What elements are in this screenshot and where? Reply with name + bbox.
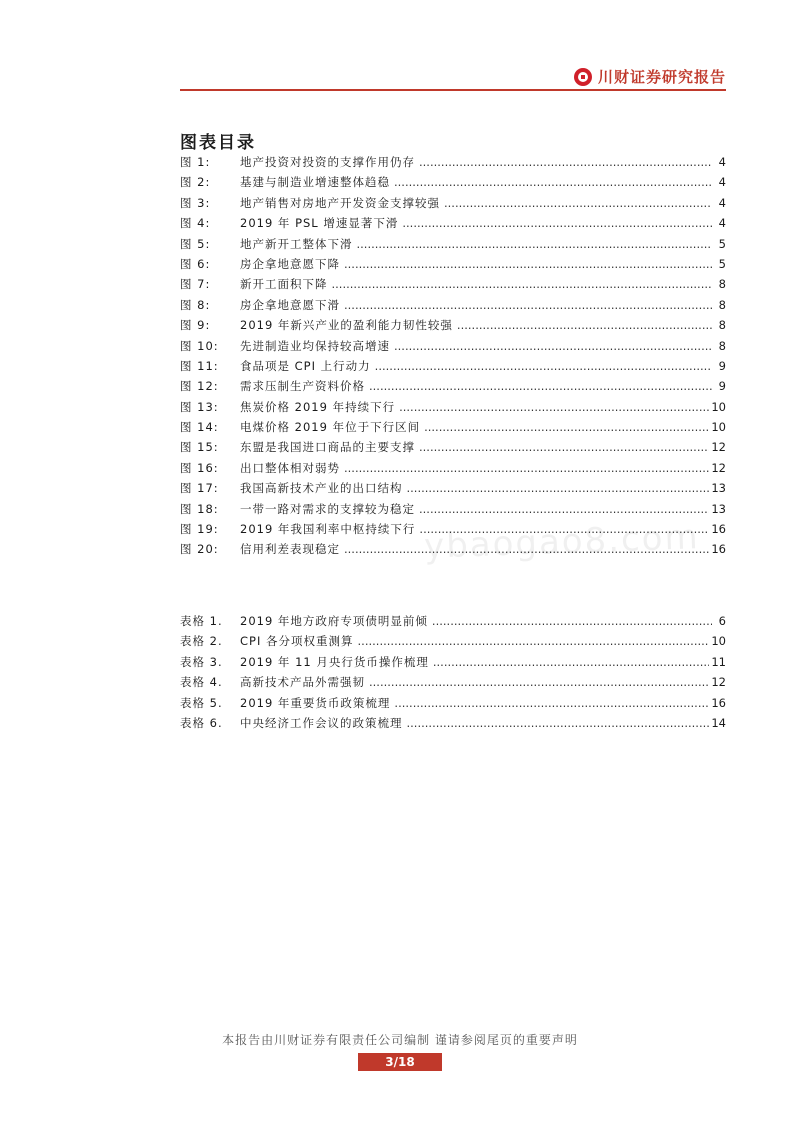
table-entry[interactable] [180, 693, 726, 713]
entry-number: 图 17: [180, 481, 219, 496]
table-entry[interactable] [180, 611, 726, 631]
entry-title: 房企拿地意愿下降 [240, 256, 340, 271]
figure-entry[interactable] [180, 356, 726, 376]
entry-number: 图 5: [180, 236, 211, 251]
entry-number: 图 9: [180, 318, 211, 333]
dot-leader [433, 652, 709, 672]
entry-title: 新开工面积下降 [240, 277, 328, 292]
dot-leader [369, 672, 709, 692]
entry-title: 先进制造业均保持较高增速 [240, 338, 390, 353]
header-divider [180, 89, 726, 91]
entry-page: 16 [711, 522, 726, 537]
figure-entry[interactable] [180, 376, 726, 396]
table-entry[interactable] [180, 672, 726, 692]
entry-number: 图 16: [180, 460, 219, 475]
figure-entry[interactable] [180, 234, 726, 254]
figure-entry[interactable] [180, 172, 726, 192]
entry-page: 8 [718, 318, 726, 333]
table-entry[interactable] [180, 652, 726, 672]
dot-leader [332, 274, 713, 294]
dot-leader [407, 478, 710, 498]
entry-page: 4 [718, 216, 726, 231]
dot-leader [399, 397, 709, 417]
entry-title: 地产新开工整体下滑 [240, 236, 353, 251]
entry-number: 图 15: [180, 440, 219, 455]
brand [574, 66, 726, 87]
figure-entry[interactable] [180, 397, 726, 417]
entry-page: 12 [711, 675, 726, 690]
entry-number: 图 10: [180, 338, 219, 353]
entry-page: 10 [711, 634, 726, 649]
entry-page: 9 [718, 358, 726, 373]
table-entry[interactable] [180, 713, 726, 733]
figure-entry[interactable] [180, 193, 726, 213]
table-list [180, 611, 726, 733]
watermark: ybaogao8.com [423, 517, 701, 567]
entry-title: 房企拿地意愿下滑 [240, 297, 340, 312]
entry-title: 2019 年重要货币政策梳理 [240, 695, 391, 710]
figure-entry[interactable] [180, 437, 726, 457]
entry-number: 图 1: [180, 155, 211, 169]
entry-page: 4 [718, 195, 726, 210]
dot-leader [394, 172, 712, 192]
entry-title: CPI 各分项权重测算 [240, 634, 354, 649]
dot-leader [344, 254, 712, 274]
entry-title: 高新技术产品外需强韧 [240, 675, 365, 690]
entry-title: 东盟是我国进口商品的主要支撑 [240, 440, 415, 455]
dot-leader [419, 499, 709, 519]
entry-number: 表格 4. [180, 675, 223, 690]
entry-title: 基建与制造业增速整体趋稳 [240, 175, 390, 190]
entry-number: 图 8: [180, 297, 211, 312]
entry-title: 地产销售对房地产开发资金支撑较强 [240, 195, 440, 210]
entry-number: 图 14: [180, 420, 219, 435]
dot-leader [419, 152, 712, 172]
entry-page: 10 [711, 399, 726, 414]
figure-entry[interactable] [180, 254, 726, 274]
entry-page: 5 [718, 236, 726, 251]
entry-title: 2019 年我国利率中枢持续下行 [240, 522, 416, 537]
entry-page: 8 [718, 338, 726, 353]
entry-number: 图 12: [180, 379, 219, 394]
entry-page: 16 [711, 542, 726, 557]
entry-page: 16 [711, 695, 726, 710]
page-number: 3/18 [358, 1053, 442, 1071]
entry-page: 5 [718, 256, 726, 271]
entry-title: 2019 年新兴产业的盈利能力韧性较强 [240, 318, 453, 333]
entry-page: 12 [711, 440, 726, 455]
dot-leader [432, 611, 712, 631]
entry-title: 2019 年 11 月央行货币操作梳理 [240, 654, 429, 669]
figure-entry[interactable] [180, 417, 726, 437]
entry-number: 图 19: [180, 522, 219, 537]
page-header [180, 64, 726, 90]
entry-title: 焦炭价格 2019 年持续下行 [240, 399, 396, 414]
entry-page: 11 [711, 654, 726, 669]
dot-leader [444, 193, 712, 213]
dot-leader [394, 693, 709, 713]
entry-page: 14 [711, 715, 726, 730]
dot-leader [394, 336, 712, 356]
entry-title: 2019 年地方政府专项债明显前倾 [240, 614, 428, 628]
entry-page: 4 [718, 175, 726, 190]
entry-number: 表格 2. [180, 634, 223, 649]
brand-logo-icon [574, 68, 592, 86]
entry-number: 图 20: [180, 542, 219, 557]
entry-page: 10 [711, 420, 726, 435]
entry-page: 6 [718, 614, 726, 628]
entry-number: 表格 3. [180, 654, 223, 669]
entry-number: 图 11: [180, 358, 219, 373]
entry-title: 一带一路对需求的支撑较为稳定 [240, 501, 415, 516]
entry-title: 食品项是 CPI 上行动力 [240, 358, 371, 373]
dot-leader [344, 458, 709, 478]
figure-entry[interactable] [180, 274, 726, 294]
entry-title: 需求压制生产资料价格 [240, 379, 365, 394]
entry-number: 图 18: [180, 501, 219, 516]
footer-note: 本报告由川财证券有限责任公司编制 谨请参阅尾页的重要声明 [222, 1033, 578, 1047]
brand-name: 川财证券研究报告 [597, 68, 726, 86]
dot-leader [357, 234, 713, 254]
figure-entry[interactable] [180, 478, 726, 498]
entry-page: 4 [718, 155, 726, 169]
entry-page: 8 [718, 297, 726, 312]
entry-page: 12 [711, 460, 726, 475]
entry-title: 2019 年 PSL 增速显著下滑 [240, 216, 399, 231]
entry-number: 图 3: [180, 195, 211, 210]
entry-number: 图 4: [180, 216, 211, 231]
dot-leader [375, 356, 712, 376]
dot-leader [407, 713, 710, 733]
figure-entry[interactable] [180, 315, 726, 335]
figure-entry[interactable] [180, 336, 726, 356]
dot-leader [457, 315, 712, 335]
dot-leader [344, 295, 712, 315]
entry-title: 我国高新技术产业的出口结构 [240, 481, 403, 496]
entry-number: 表格 6. [180, 715, 223, 730]
entry-page: 13 [711, 481, 726, 496]
dot-leader [402, 213, 712, 233]
figure-entry[interactable] [180, 295, 726, 315]
figure-entry[interactable] [180, 499, 726, 519]
figure-entry[interactable] [180, 152, 726, 172]
entry-title: 中央经济工作会议的政策梳理 [240, 715, 403, 730]
dot-leader [424, 417, 709, 437]
dot-leader [369, 376, 712, 396]
entry-number: 图 6: [180, 256, 211, 271]
entry-page: 8 [718, 277, 726, 292]
entry-number: 图 7: [180, 277, 211, 292]
toc-title: 图表目录 [180, 133, 256, 153]
figure-list [180, 152, 726, 560]
dot-leader [358, 631, 710, 651]
figure-entry[interactable] [180, 213, 726, 233]
entry-page: 13 [711, 501, 726, 516]
entry-title: 信用利差表现稳定 [240, 542, 340, 557]
entry-number: 表格 5. [180, 695, 223, 710]
entry-page: 9 [718, 379, 726, 394]
figure-entry[interactable] [180, 458, 726, 478]
entry-number: 图 13: [180, 399, 219, 414]
dot-leader [419, 437, 709, 457]
entry-title: 地产投资对投资的支撑作用仍存 [240, 155, 415, 169]
entry-number: 图 2: [180, 175, 211, 190]
entry-number: 表格 1. [180, 614, 223, 628]
entry-title: 电煤价格 2019 年位于下行区间 [240, 420, 421, 435]
table-entry[interactable] [180, 631, 726, 651]
entry-title: 出口整体相对弱势 [240, 460, 340, 475]
